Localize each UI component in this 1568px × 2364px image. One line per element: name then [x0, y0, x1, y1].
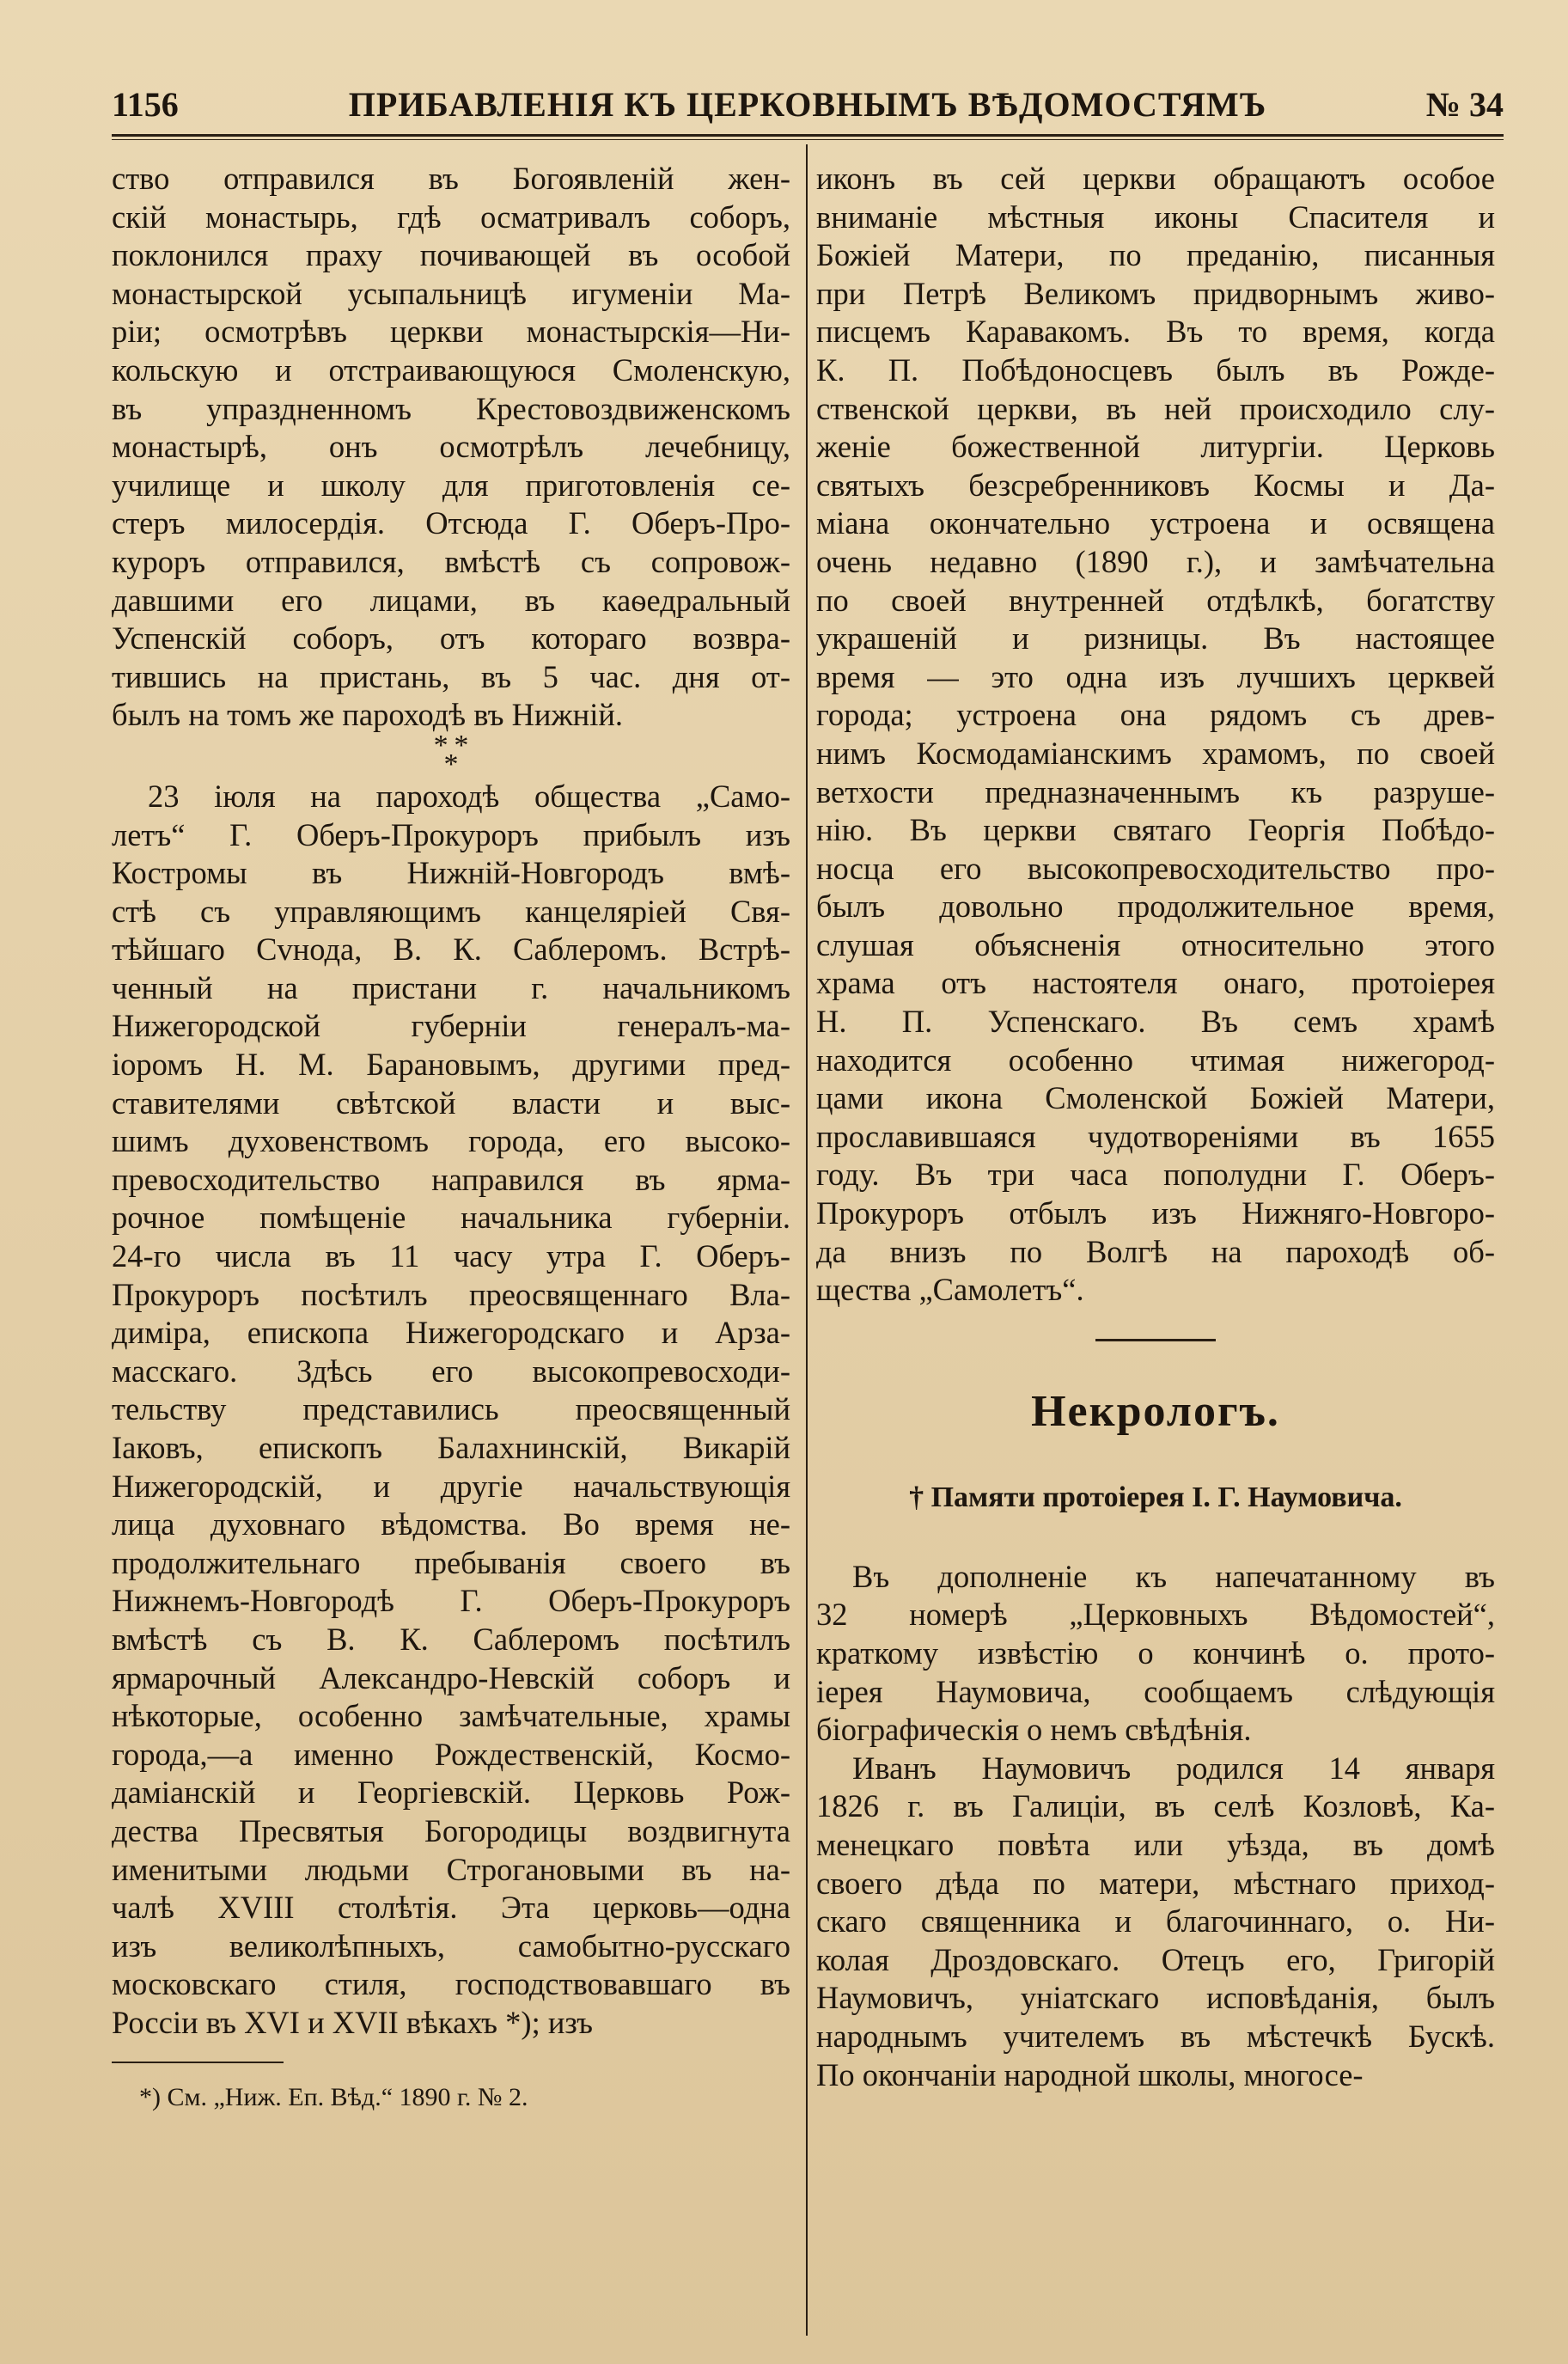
text-line: Въ дополненіе къ напечатанному въ — [852, 1558, 1495, 1594]
text-line: Н. П. Успенскаго. Въ семъ храмѣ — [816, 1004, 1495, 1040]
text-line: училище и школу для приготовленія се- — [112, 467, 790, 503]
text-line: города,—а именно Рождественскій, Космо- — [112, 1736, 790, 1772]
section-separator — [1095, 1339, 1216, 1341]
text-line: превосходительство направился въ ярма- — [112, 1161, 790, 1197]
text-line: дества Пресвятыя Богородицы воздвигнута — [112, 1812, 790, 1848]
right-paragraph-2 — [816, 1558, 1495, 1750]
text-line: Прокуроръ посѣтилъ преосвященнаго Вла- — [112, 1276, 790, 1312]
header-rule — [112, 134, 1504, 137]
column-divider — [806, 144, 808, 2336]
text-line: скаго священника и благочиннаго, о. Ни- — [816, 1903, 1495, 1939]
left-paragraph-2 — [112, 778, 790, 2043]
text-line: 1826 г. въ Галиціи, въ селѣ Козловѣ, Ка- — [816, 1788, 1495, 1824]
text-line: 24-го числа въ 11 часу утра Г. Оберъ- — [112, 1238, 790, 1274]
text-line: былъ довольно продолжительное время, — [816, 889, 1495, 925]
text-line: скій монастырь, гдѣ осматривалъ соборъ, — [112, 199, 790, 235]
page-number: 1156 — [112, 85, 179, 124]
text-line: Костромы въ Нижній-Новгородъ вмѣ- — [112, 855, 790, 891]
text-line: іоромъ Н. М. Барановымъ, другими пред- — [112, 1047, 790, 1083]
text-line: женіе божественной литургіи. Церковь — [816, 429, 1495, 465]
obituary-subheading: † Памяти протоіерея І. Г. Наумовича. — [909, 1481, 1402, 1513]
text-line: тельству представились преосвященный — [112, 1391, 790, 1427]
text-line: писцемъ Каравакомъ. Въ то время, когда — [816, 314, 1495, 350]
footnote: *) См. „Ниж. Еп. Вѣд.“ 1890 г. № 2. — [139, 2082, 528, 2111]
text-line: стеръ милосердія. Отсюда Г. Оберъ-Про- — [112, 505, 790, 541]
text-line: нѣкоторые, особенно замѣчательные, храмы — [112, 1698, 790, 1734]
text-line: Іаковъ, епископъ Балахнинскій, Викарій — [112, 1430, 790, 1465]
text-line: время — это одна изъ лучшихъ церквей — [816, 658, 1495, 694]
text-line: нимъ Космодаміанскимъ храмомъ, по своей — [816, 735, 1495, 771]
right-column — [816, 160, 1495, 2094]
text-line: тившись на пристань, въ 5 час. дня от- — [112, 658, 790, 694]
header-rule-thin — [112, 139, 1504, 140]
text-line: слушая объясненія относительно этого — [816, 926, 1495, 962]
text-line: продолжительнаго пребыванія своего въ — [112, 1544, 790, 1580]
left-paragraph-1 — [112, 160, 790, 735]
right-paragraph-3 — [816, 1750, 1495, 2094]
text-line: при Петрѣ Великомъ придворнымъ живо- — [816, 275, 1495, 311]
text-line: 32 номерѣ „Церковныхъ Вѣдомостей“, — [816, 1597, 1495, 1633]
text-line: носца его высокопревосходительство про- — [816, 850, 1495, 886]
text-line: монастырской усыпальницѣ игуменіи Ма- — [112, 275, 790, 311]
text-line: К. П. Побѣдоносцевъ былъ въ Рожде- — [816, 351, 1495, 388]
text-line: Божіей Матери, по преданію, писанныя — [816, 237, 1495, 273]
left-column — [112, 160, 790, 2117]
text-line: народнымъ учителемъ въ мѣстечкѣ Бускѣ. — [816, 2018, 1495, 2054]
text-line: вниманіе мѣстныя иконы Спасителя и — [816, 199, 1495, 235]
text-line: очень недавно (1890 г.), и замѣчательна — [816, 543, 1495, 579]
text-line: летъ“ Г. Оберъ-Прокуроръ прибылъ изъ — [112, 816, 790, 852]
text-line: Нижегородскій, и другіе начальствующія — [112, 1468, 790, 1504]
text-line: находится особенно чтимая нижегород- — [816, 1042, 1495, 1078]
text-line: тѣйшаго Сvнода, В. К. Саблеромъ. Встрѣ- — [112, 932, 790, 968]
text-line: прославившаяся чудотвореніями въ 1655 — [816, 1118, 1495, 1154]
text-line: колая Дроздовскаго. Отецъ его, Григорій — [816, 1941, 1495, 1977]
text-line: московскаго стиля, господствовавшаго въ — [112, 1966, 790, 2002]
text-line: біографическія о немъ свѣдѣнія. — [816, 1712, 1252, 1748]
text-line: шимъ духовенствомъ города, его высоко- — [112, 1123, 790, 1159]
text-line: нію. Въ церкви святаго Георгія Побѣдо- — [816, 812, 1495, 848]
text-line: монастырѣ, онъ осмотрѣлъ лечебницу, — [112, 429, 790, 465]
running-header — [112, 77, 1504, 129]
text-line: ярмарочный Александро-Невскій соборъ и — [112, 1659, 790, 1695]
text-line: масскаго. Здѣсь его высокопревосходи- — [112, 1353, 790, 1389]
obituary-heading: Некрологъ. — [1031, 1386, 1280, 1436]
text-line: куроръ отправился, вмѣстѣ съ сопровож- — [112, 543, 790, 579]
text-line: чалѣ XVIII столѣтія. Эта церковь—одна — [112, 1890, 790, 1926]
text-line: по своей внутренней отдѣлкѣ, богатству — [816, 582, 1495, 618]
text-line: ветхости предназначеннымъ къ разруше- — [816, 773, 1495, 809]
text-line: диміра, епископа Нижегородскаго и Арза- — [112, 1315, 790, 1351]
text-line: Прокуроръ отбылъ изъ Нижняго-Новгоро- — [816, 1195, 1495, 1231]
text-line: 23 іюля на пароходѣ общества „Само- — [148, 778, 790, 814]
text-line: лица духовнаго вѣдомства. Во время не- — [112, 1506, 790, 1542]
text-line: вмѣстѣ съ В. К. Саблеромъ посѣтилъ — [112, 1621, 790, 1657]
journal-title: ПРИБАВЛЕНІЯ КЪ ЦЕРКОВНЫМЪ ВѢДОМОСТЯМЪ — [348, 85, 1267, 124]
text-line: ставителями свѣтской власти и выс- — [112, 1084, 790, 1121]
text-line: давшими его лицами, въ каѳедральный — [112, 582, 790, 618]
text-line: кольскую и отстраивающуюся Смоленскую, — [112, 351, 790, 388]
text-line: былъ на томъ же пароходѣ въ Нижній. — [112, 697, 624, 733]
text-line: именитыми людьми Строгановыми въ на- — [112, 1851, 790, 1887]
text-line: году. Въ три часа пополудни Г. Оберъ- — [816, 1157, 1495, 1193]
text-line: иконъ въ сей церкви обращаютъ особое — [816, 161, 1495, 196]
text-line: іерея Наумовича, сообщаемъ слѣдующія — [816, 1673, 1495, 1709]
text-line: своего дѣда по матери, мѣстнаго приход- — [816, 1865, 1495, 1901]
text-line: цами икона Смоленской Божіей Матери, — [816, 1080, 1495, 1116]
issue-number: № 34 — [1425, 85, 1504, 124]
text-line: міана окончательно устроена и освящена — [816, 505, 1495, 541]
text-line: города; устроена она рядомъ съ древ- — [816, 697, 1495, 733]
text-line: ственской церкви, въ ней происходило слу- — [816, 390, 1495, 426]
text-line: По окончаніи народной школы, многосе- — [816, 2056, 1364, 2092]
text-line: ченный на пристани г. начальникомъ — [112, 969, 790, 1005]
text-line: Нижнемъ-Новгородѣ Г. Оберъ-Прокуроръ — [112, 1583, 790, 1619]
text-line: даміанскій и Георгіевскій. Церковь Рож- — [112, 1775, 790, 1811]
text-line: стѣ съ управляющимъ канцеляріей Свя- — [112, 893, 790, 929]
text-line: щества „Самолетъ“. — [816, 1272, 1084, 1308]
text-line: храма отъ настоятеля онаго, протоіерея — [816, 965, 1495, 1001]
text-line: рочное помѣщеніе начальника губерніи. — [112, 1200, 790, 1236]
footnote-rule — [112, 2062, 284, 2063]
text-line: святыхъ безсребренниковъ Космы и Да- — [816, 467, 1495, 503]
text-line: украшеній и ризницы. Въ настоящее — [816, 620, 1495, 657]
text-line: Нижегородской губерніи генералъ-ма- — [112, 1008, 790, 1044]
text-line: ство отправился въ Богоявленій жен- — [112, 161, 790, 196]
text-line: поклонился праху почивающей въ особой — [112, 237, 790, 273]
text-line: Наумовичъ, уніатскаго исповѣданія, былъ — [816, 1980, 1495, 2016]
text-line: да внизъ по Волгѣ на пароходѣ об- — [816, 1233, 1495, 1269]
text-line: изъ великолѣпныхъ, самобытно-русскаго — [112, 1927, 790, 1964]
section-stars: * * * — [433, 729, 469, 780]
text-line: менецкаго повѣта или уѣзда, въ домѣ — [816, 1826, 1495, 1862]
right-paragraph-1 — [816, 160, 1495, 1310]
text-line: Иванъ Наумовичъ родился 14 января — [852, 1750, 1495, 1786]
text-line: въ упраздненномъ Крестовоздвиженскомъ — [112, 390, 790, 426]
text-line: Успенскій соборъ, отъ котораго возвра- — [112, 620, 790, 657]
text-line: Россіи въ XVI и XVII вѣкахъ *); изъ — [112, 2004, 594, 2040]
text-line: краткому извѣстію о кончинѣ о. прото- — [816, 1635, 1495, 1671]
text-line: ріи; осмотрѣвъ церкви монастырскія—Ни- — [112, 314, 790, 350]
